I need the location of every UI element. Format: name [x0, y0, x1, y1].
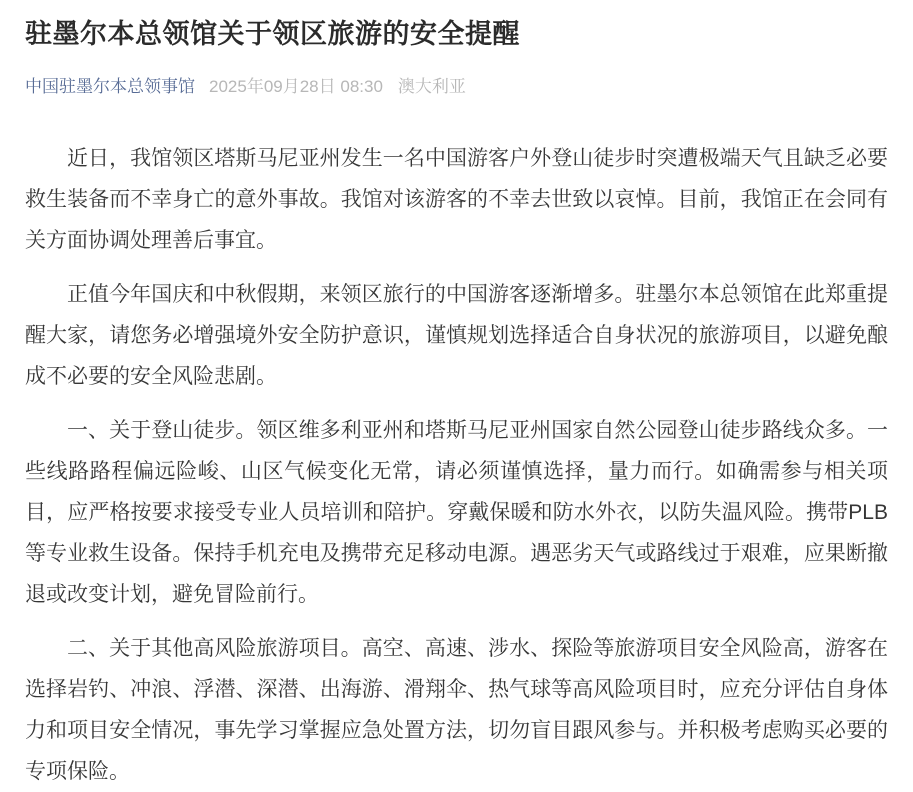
account-name-link[interactable]: 中国驻墨尔本总领事馆 [25, 77, 195, 97]
paragraph-holiday-reminder: 正值今年国庆和中秋假期，来领区旅行的中国游客逐渐增多。驻墨尔本总领馆在此郑重提醒大家，请您务必增强境外安全防护意识，谨慎规划选择适合自身状况的旅游项目，以避免酿成不必要的安全风险悲剧。 [25, 283, 888, 389]
byline [25, 75, 888, 98]
publish-location: 澳大利亚 [397, 77, 466, 97]
article-body [25, 138, 888, 792]
page-title: 驻墨尔本总领馆关于领区旅游的安全提醒 [25, 19, 520, 49]
paragraph-section-1-hiking: 一、关于登山徒步。领区维多利亚州和塔斯马尼亚州国家自然公园登山徒步路线众多。一些线路路程偏远险峻、山区气候变化无常，请必须谨慎选择，量力而行。如确需参与相关项目，应严格按要求接受专业人员培训和陪护。穿戴保暖和防水外衣，以防失温风险。携带PLB等专业救生设备。保持手机充电及携带充足移动电源。遇恶劣天气或路线过于艰难，应果断撤退或改变计划，避免冒险前行。 [25, 419, 888, 607]
paragraph-section-2-high-risk-activities: 二、关于其他高风险旅游项目。高空、高速、涉水、探险等旅游项目安全风险高，游客在选择岩钓、冲浪、浮潜、深潜、出海游、滑翔伞、热气球等高风险项目时，应充分评估自身体力和项目安全情况，事先学习掌握应急处置方法，切勿盲目跟风参与。并积极考虑购买必要的专项保险。 [25, 637, 888, 784]
paragraph-incident: 近日，我馆领区塔斯马尼亚州发生一名中国游客户外登山徒步时突遭极端天气且缺乏必要救生装备而不幸身亡的意外事故。我馆对该游客的不幸去世致以哀悼。目前，我馆正在会同有关方面协调处理善后事宜。 [25, 147, 888, 253]
publish-datetime: 2025年09月28日 08:30 [209, 77, 383, 97]
